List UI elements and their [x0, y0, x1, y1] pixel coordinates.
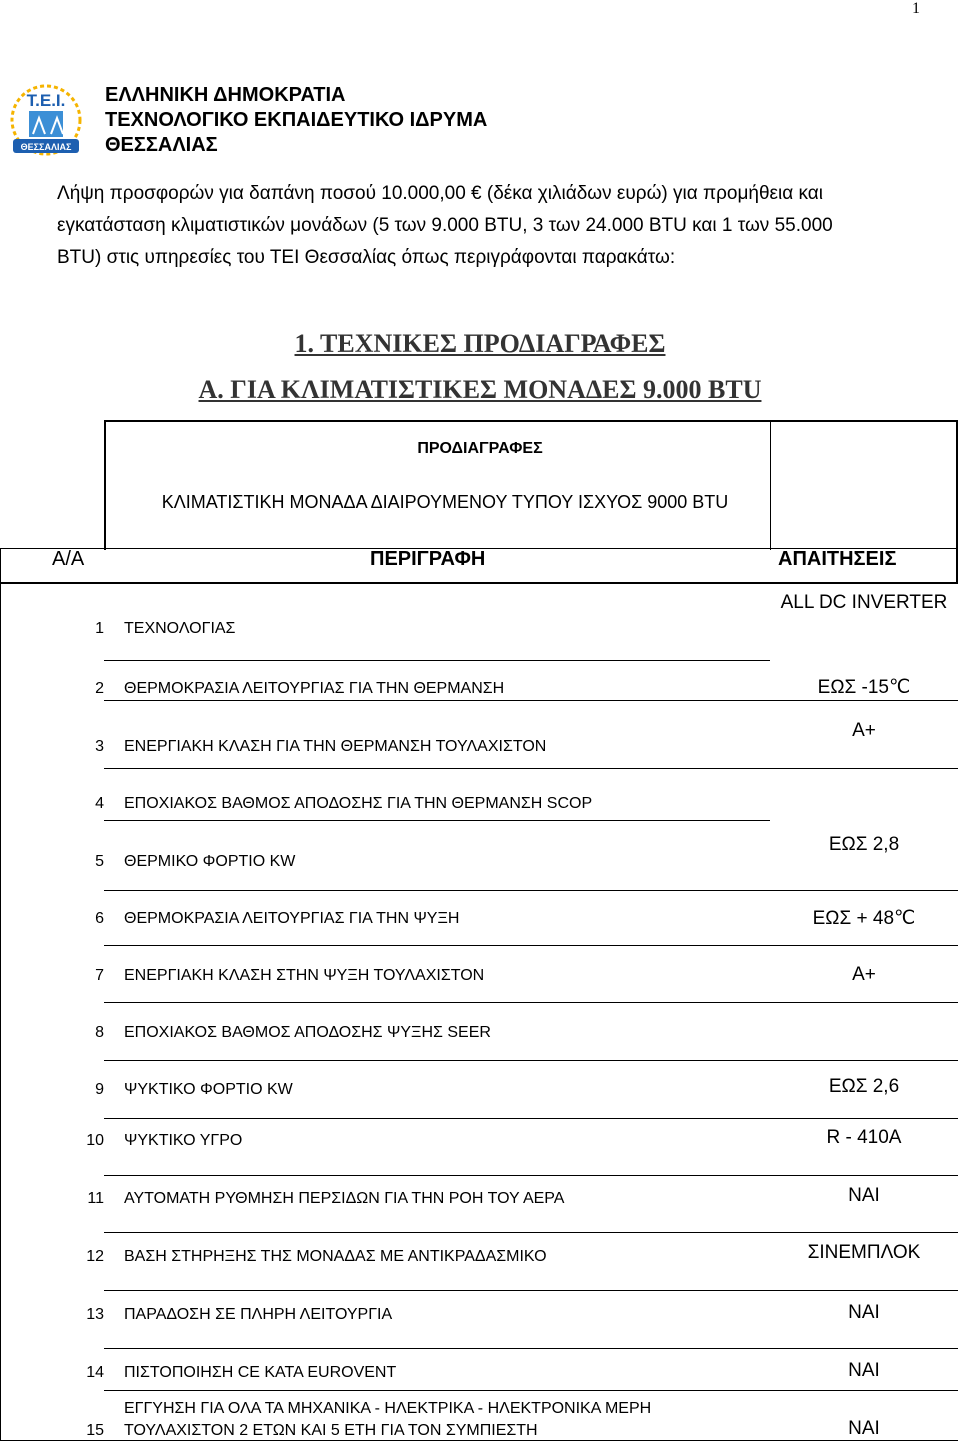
table-title: ΠΡΟΔΙΑΓΡΑΦΕΣ [417, 440, 543, 457]
row-requirement: ΕΩΣ -15℃ [817, 677, 911, 698]
row-requirement: ΕΩΣ 2,8 [828, 834, 900, 855]
row-description: ΘΕΡΜΟΚΡΑΣΙΑ ΛΕΙΤΟΥΡΓΙΑΣ ΓΙΑ ΤΗΝ ΘΕΡΜΑΝΣΗ [124, 680, 505, 697]
row-description: ΕΝΕΡΓΙΑΚΗ ΚΛΑΣΗ ΣΤΗΝ ΨΥΞΗ ΤΟΥΛΑΧΙΣΤΟΝ [124, 967, 485, 984]
row-requirement: ΣΙΝΕΜΠΛΟΚ [807, 1242, 921, 1263]
row-description: ΑΥΤΟΜΑΤΗ ΡΥΘΜΗΣΗ ΠΕΡΣΙΔΩΝ ΓΙΑ ΤΗΝ ΡΟΗ ΤΟΥ ΑΕΡΑ [124, 1190, 565, 1207]
table-subtitle: ΚΛΙΜΑΤΙΣΤΙΚΗ ΜΟΝΑΔΑ ΔΙΑΙΡΟΥΜΕΝΟΥ ΤΥΠΟΥ ΙΣΧΥΟΣ 9000 BTU [161, 492, 729, 512]
row-number: 13 [86, 1306, 104, 1323]
page-number: 1 [912, 0, 920, 17]
column-header-requirements: ΑΠΑΙΤΗΣΕΙΣ [778, 548, 897, 570]
row-requirement: Α+ [852, 964, 876, 985]
row-description: ΕΠΟΧΙΑΚΟΣ ΒΑΘΜΟΣ ΑΠΟΔΟΣΗΣ ΓΙΑ ΤΗΝ ΘΕΡΜΑΝΣΗ SCOP [124, 795, 593, 812]
row-number: 10 [86, 1132, 104, 1149]
row-requirement: ΝΑΙ [848, 1185, 880, 1206]
column-header-aa: Α/Α [52, 548, 85, 570]
row-number: 1 [95, 620, 104, 637]
row-number: 2 [95, 680, 104, 697]
row-description: ΤΕΧΝΟΛΟΓΙΑΣ [124, 620, 236, 637]
row-number: 7 [95, 967, 104, 984]
section-subtitle: Α. ΓΙΑ ΚΛΙΜΑΤΙΣΤΙΚΕΣ ΜΟΝΑΔΕΣ 9.000 BTU [198, 375, 762, 404]
row-number: 15 [86, 1422, 104, 1439]
column-header-description: ΠΕΡΙΓΡΑΦΗ [370, 548, 486, 570]
row-number: 6 [95, 910, 104, 927]
row-description: ΘΕΡΜΙΚΟ ΦΟΡΤΙΟ KW [124, 853, 296, 870]
row-description: ΕΠΟΧΙΑΚΟΣ ΒΑΘΜΟΣ ΑΠΟΔΟΣΗΣ ΨΥΞΗΣ SEER [124, 1024, 491, 1041]
row-number: 12 [86, 1248, 104, 1265]
row-requirement: ΝΑΙ [848, 1418, 880, 1439]
row-number: 8 [95, 1024, 104, 1041]
institution-line-2: ΤΕΧΝΟΛΟΓΙΚΟ ΕΚΠΑΙΔΕΥΤΙΚΟ ΙΔΡΥΜΑ [105, 109, 488, 131]
institution-line-1: ΕΛΛΗΝΙΚΗ ΔΗΜΟΚΡΑΤΙΑ [105, 84, 346, 106]
row-number: 4 [95, 795, 104, 812]
row-number: 11 [87, 1190, 104, 1207]
section-title: 1. ΤΕΧΝΙΚΕΣ ΠΡΟΔΙΑΓΡΑΦΕΣ [294, 329, 666, 358]
row-description: ΕΓΓΥΗΣΗ ΓΙΑ ΟΛΑ ΤΑ ΜΗΧΑΝΙΚΑ - ΗΛΕΚΤΡΙΚΑ - ΗΛΕΚΤΡΟΝΙΚΑ ΜΕΡΗ ΤΟΥΛΑΧΙΣΤΟΝ 2 ΕΤΩΝ ΚΑΙ 5 ΕΤΗ ΓΙΑ ΤΟΝ ΣΥΜΠΙΕΣΤΗ [124, 1400, 652, 1439]
row-requirement: R - 410A [826, 1127, 902, 1148]
row-number: 14 [86, 1364, 104, 1381]
row-requirement: Α+ [852, 720, 876, 741]
row-requirement: ΕΩΣ 2,6 [828, 1076, 900, 1097]
row-description: ΨΥΚΤΙΚΟ ΦΟΡΤΙΟ KW [124, 1081, 293, 1098]
row-description: ΨΥΚΤΙΚΟ ΥΓΡΟ [124, 1132, 243, 1149]
row-requirement: ΝΑΙ [848, 1360, 880, 1381]
logo-bottom-text: ΘΕΣΣΑΛΙΑΣ [20, 142, 72, 152]
row-requirement: ALL DC INVERTER [780, 592, 948, 613]
row-number: 3 [95, 738, 104, 755]
row-requirement: ΝΑΙ [848, 1302, 880, 1323]
row-description: ΒΑΣΗ ΣΤΗΡΗΞΗΣ ΤΗΣ ΜΟΝΑΔΑΣ ΜΕ ΑΝΤΙΚΡΑΔΑΣΜΙΚΟ [124, 1248, 547, 1265]
institution-line-3: ΘΕΣΣΑΛΙΑΣ [105, 134, 218, 156]
intro-line: BTU) στις υπηρεσίες του ΤΕΙ Θεσσαλίας όπως περιγράφονται παρακάτω: [57, 247, 676, 268]
row-description: ΘΕΡΜΟΚΡΑΣΙΑ ΛΕΙΤΟΥΡΓΙΑΣ ΓΙΑ ΤΗΝ ΨΥΞΗ [124, 910, 460, 927]
intro-line: εγκατάσταση κλιματιστικών μονάδων (5 των 9.000 BTU, 3 των 24.000 BTU και 1 των 55.000 [57, 215, 833, 236]
row-description: ΠΙΣΤΟΠΟΙΗΣΗ CE ΚΑΤΑ EUROVENT [124, 1364, 397, 1381]
intro-line: Λήψη προσφορών για δαπάνη ποσού 10.000,00 € (δέκα χιλιάδων ευρώ) για προμήθεια και [57, 183, 823, 204]
row-number: 9 [95, 1081, 104, 1098]
row-requirement: ΕΩΣ + 48℃ [812, 908, 916, 929]
logo-top-text: Τ.Ε.Ι. [26, 91, 66, 110]
row-description: ΠΑΡΑΔΟΣΗ ΣΕ ΠΛΗΡΗ ΛΕΙΤΟΥΡΓΙΑ [124, 1306, 393, 1323]
row-number: 5 [95, 853, 104, 870]
row-description: ΕΝΕΡΓΙΑΚΗ ΚΛΑΣΗ ΓΙΑ ΤΗΝ ΘΕΡΜΑΝΣΗ ΤΟΥΛΑΧΙΣΤΟΝ [124, 738, 547, 755]
